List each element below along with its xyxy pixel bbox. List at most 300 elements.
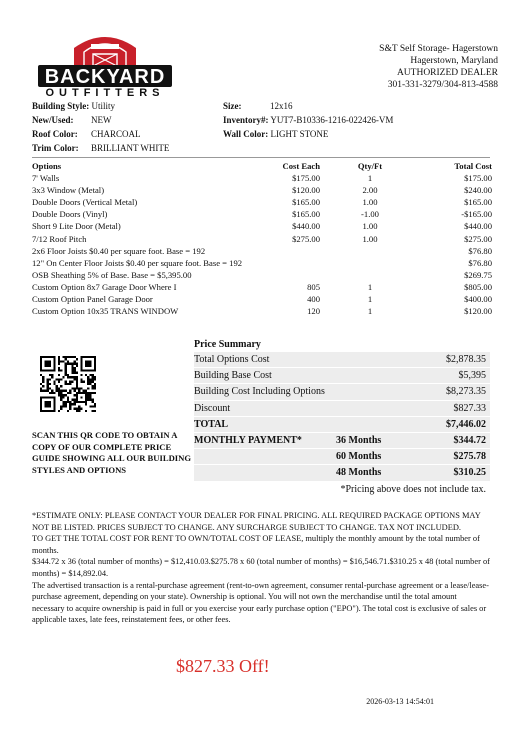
option-qty: 1 <box>367 281 373 292</box>
qr-module <box>53 383 55 385</box>
qr-module <box>83 390 85 392</box>
options-header <box>32 160 492 172</box>
qr-module <box>92 374 94 376</box>
option-total: -$165.00 <box>461 209 492 220</box>
qr-module <box>92 385 94 387</box>
qr-module <box>60 405 62 407</box>
option-row <box>32 305 492 317</box>
qr-module <box>67 392 69 394</box>
qr-module <box>65 383 67 385</box>
wall-value: LIGHT STONE <box>270 129 329 139</box>
dealer-status: AUTHORIZED DEALER <box>396 68 498 78</box>
qr-module <box>69 381 71 383</box>
option-row <box>32 220 492 232</box>
qr-module <box>87 381 89 383</box>
qr-module <box>87 387 89 389</box>
qr-module <box>60 399 62 401</box>
qr-align <box>80 396 82 398</box>
qr-module <box>60 394 62 396</box>
qr-finder <box>85 360 92 367</box>
option-row <box>32 269 492 281</box>
qr-module <box>92 381 94 383</box>
qr-module <box>62 403 64 405</box>
qr-module <box>92 401 94 403</box>
qr-module <box>87 378 89 380</box>
monthly-48-row <box>194 465 490 481</box>
qr-module <box>94 385 96 387</box>
total-options-value: $2,878.35 <box>446 354 486 365</box>
option-name: 7/12 Roof Pitch <box>32 233 87 244</box>
qr-module <box>69 408 71 410</box>
qr-module <box>76 385 78 387</box>
qr-module <box>74 372 76 374</box>
incl-cost-label: Building Cost Including Options <box>194 386 325 398</box>
option-total: $76.80 <box>468 245 492 256</box>
qr-module <box>42 381 44 383</box>
qr-module <box>65 381 67 383</box>
qr-module <box>71 399 73 401</box>
option-cost-each: 805 <box>307 281 320 292</box>
promo-discount: $827.33 Off! <box>176 656 270 676</box>
qr-module <box>76 358 78 360</box>
qr-module <box>65 394 67 396</box>
qr-module <box>76 381 78 383</box>
qr-module <box>83 381 85 383</box>
qr-module <box>71 387 73 389</box>
qr-module <box>58 387 60 389</box>
qr-module <box>89 383 91 385</box>
base-cost-value: $5,395 <box>458 370 486 382</box>
qr-module <box>65 390 67 392</box>
option-qty: 1.00 <box>362 221 378 232</box>
qr-module <box>58 363 60 365</box>
backyard-outfitters-logo <box>32 32 178 100</box>
qr-module <box>74 394 76 396</box>
qr-module <box>71 381 73 383</box>
qr-module <box>49 387 51 389</box>
qr-module <box>51 392 53 394</box>
qr-module <box>85 390 87 392</box>
option-row <box>32 172 492 184</box>
option-cost-each: $175.00 <box>292 173 320 184</box>
discount-label: Discount <box>194 402 231 414</box>
qr-module <box>56 390 58 392</box>
qr-module <box>74 403 76 405</box>
divider <box>32 157 490 158</box>
qr-module <box>44 390 46 392</box>
qr-module <box>76 372 78 374</box>
disclaimer-calc: $344.72 x 36 (total number of months) = $12,410.03.$275.78 x 60 (total number of months) = $16,546.71.$310.25 x 48 (total number of months) = $14,892.04. <box>32 557 490 578</box>
qr-module <box>74 360 76 362</box>
qr-module <box>42 390 44 392</box>
qr-module <box>67 374 69 376</box>
option-qty: 2.00 <box>362 185 378 196</box>
qr-module <box>89 381 91 383</box>
qr-module <box>92 392 94 394</box>
m36-label: 36 Months <box>336 434 382 446</box>
qr-module <box>80 408 82 410</box>
option-total: $440.00 <box>464 221 492 232</box>
disclaimer-rto: TO GET THE TOTAL COST FOR RENT TO OWN/TOTAL COST OF LEASE, multiply the monthly amount by the total number of months. <box>32 534 480 555</box>
qr-module <box>67 410 69 412</box>
qr-module <box>94 403 96 405</box>
total-options-label: Total Options Cost <box>194 354 270 365</box>
qr-module <box>60 360 62 362</box>
qr-module <box>60 369 62 371</box>
qr-module <box>62 401 64 403</box>
option-cost-each: 400 <box>307 294 320 305</box>
m48-value: $310.25 <box>453 467 486 479</box>
qr-module <box>80 381 82 383</box>
monthly-60-row <box>194 449 490 465</box>
dealer-location: Hagerstown, Maryland <box>410 56 498 66</box>
qr-module <box>87 394 89 396</box>
qr-module <box>78 408 80 410</box>
qr-module <box>76 363 78 365</box>
qr-module <box>85 403 87 405</box>
qr-module <box>58 410 60 412</box>
qr-module <box>65 369 67 371</box>
qr-module <box>65 372 67 374</box>
qr-module <box>60 408 62 410</box>
option-qty: 1 <box>367 294 373 305</box>
option-row <box>32 281 492 293</box>
header-options: Options <box>32 161 62 171</box>
option-name: 2x6 Floor Joists $0.40 per square foot. Base = 192 <box>32 245 206 256</box>
qr-module <box>56 385 58 387</box>
logo-subtitle: OUTFITTERS <box>45 87 165 99</box>
qr-module <box>58 358 60 360</box>
dealer-name: S&T Self Storage- Hagerstown <box>379 44 498 54</box>
tax-note-row <box>194 482 490 498</box>
option-total: $165.00 <box>464 197 492 208</box>
qr-module <box>92 376 94 378</box>
disclaimer-legal: The advertised transaction is a rental-purchase agreement (rent-to-own agreement, consumer rental-purchase agreement or a lease/lease-purchase agreement, depending on your state). Ownership is optional. You will not own the merchandise until the total amount necessary to acquire ownership is paid in full or you exercise your early purchase option ("EPO"). The total cost is exclusive of sales or applicable taxes, late fees, reinstatement fees, or other fees. <box>32 580 489 625</box>
qr-module <box>62 390 64 392</box>
discount-row <box>194 401 490 417</box>
roof-label: Roof Color: <box>32 129 78 139</box>
qr-module <box>78 410 80 412</box>
option-qty: -1.00 <box>361 209 379 220</box>
qr-module <box>74 390 76 392</box>
qr-module <box>69 363 71 365</box>
qr-module <box>71 365 73 367</box>
qr-module <box>71 363 73 365</box>
qr-caption: SCAN THIS QR CODE TO OBTAIN A COPY OF OUR COMPLETE PRICE GUIDE SHOWING ALL OUR BUILDING STYLES AND OPTIONS <box>32 430 192 475</box>
options-table <box>32 160 492 317</box>
qr-module <box>47 390 49 392</box>
qr-module <box>76 376 78 378</box>
qr-module <box>49 374 51 376</box>
qr-module <box>62 376 64 378</box>
qr-module <box>56 387 58 389</box>
newused-value: NEW <box>91 115 112 125</box>
qr-module <box>69 392 71 394</box>
qr-module <box>89 394 91 396</box>
disclaimer-estimate: *ESTIMATE ONLY: PLEASE CONTACT YOUR DEALER FOR FINAL PRICING. ALL REQUIRED PACKAGE OPTIONS MAY NOT BE LISTED. PRICES SUBJECT TO CHANGE. ANY SURCHARGE SUBJECT TO CHANGE. TAX NOT INCLUDED. <box>32 511 481 532</box>
qr-module <box>67 401 69 403</box>
qr-module <box>78 405 80 407</box>
qr-module <box>89 405 91 407</box>
option-total: $240.00 <box>464 185 492 196</box>
option-name: Double Doors (Vertical Metal) <box>32 197 138 208</box>
qr-module <box>47 387 49 389</box>
qr-module <box>60 385 62 387</box>
option-name: Custom Option 8x7 Garage Door Where I <box>32 281 177 292</box>
qr-module <box>65 356 67 358</box>
qr-module <box>76 410 78 412</box>
option-name: Short 9 Lite Door (Metal) <box>32 221 121 232</box>
qr-module <box>65 365 67 367</box>
qr-module <box>74 367 76 369</box>
qr-module <box>71 367 73 369</box>
qr-module <box>67 383 69 385</box>
qr-module <box>80 387 82 389</box>
qr-module <box>71 372 73 374</box>
qr-module <box>94 387 96 389</box>
qr-module <box>47 378 49 380</box>
m36-value: $344.72 <box>453 434 486 446</box>
dealer-info <box>379 43 498 91</box>
timestamp: 2026-03-13 14:54:01 <box>366 697 434 706</box>
qr-module <box>58 367 60 369</box>
qr-module <box>71 403 73 405</box>
style-label: Building Style: <box>32 101 90 111</box>
qr-module <box>74 356 76 358</box>
qr-module <box>92 387 94 389</box>
qr-module <box>74 376 76 378</box>
size-label: Size: <box>223 101 242 111</box>
qr-module <box>58 381 60 383</box>
qr-module <box>58 392 60 394</box>
qr-module <box>56 378 58 380</box>
option-cost-each: $440.00 <box>292 221 320 232</box>
price-summary <box>194 338 490 498</box>
dealer-phone: 301-331-3279/304-813-4588 <box>387 80 498 90</box>
option-name: Custom Option 10x35 TRANS WINDOW <box>32 306 179 317</box>
qr-module <box>76 378 78 380</box>
option-cost-each: $120.00 <box>292 185 320 196</box>
style-value: Utility <box>91 101 116 111</box>
qr-module <box>58 390 60 392</box>
discount-value: $827.33 <box>453 402 486 414</box>
qr-module <box>74 408 76 410</box>
trim-value: BRILLIANT WHITE <box>91 143 170 153</box>
qr-module <box>71 376 73 378</box>
price-summary-title: Price Summary <box>194 339 261 350</box>
qr-module <box>62 394 64 396</box>
qr-module <box>47 381 49 383</box>
qr-module <box>42 378 44 380</box>
qr-module <box>69 405 71 407</box>
qr-module <box>74 363 76 365</box>
logo-wordmark: BACKYARD <box>44 66 166 88</box>
qr-module <box>92 405 94 407</box>
qr-module <box>87 399 89 401</box>
m48-label: 48 Months <box>336 467 382 479</box>
qr-module <box>92 410 94 412</box>
header-cost-each: Cost Each <box>282 161 320 171</box>
qr-module <box>89 399 91 401</box>
qr-module <box>69 390 71 392</box>
qr-module <box>87 392 89 394</box>
qr-module <box>65 403 67 405</box>
qr-module <box>74 369 76 371</box>
header-total-cost: Total Cost <box>454 161 492 171</box>
qr-module <box>76 408 78 410</box>
qr-module <box>69 356 71 358</box>
qr-module <box>94 376 96 378</box>
qr-module <box>87 376 89 378</box>
qr-module <box>67 396 69 398</box>
qr-module <box>58 378 60 380</box>
qr-module <box>76 365 78 367</box>
qr-module <box>69 403 71 405</box>
qr-module <box>74 387 76 389</box>
qr-module <box>78 387 80 389</box>
qr-module <box>85 410 87 412</box>
qr-module <box>87 396 89 398</box>
qr-module <box>60 392 62 394</box>
qr-module <box>69 376 71 378</box>
qr-module <box>40 374 42 376</box>
qr-module <box>42 385 44 387</box>
option-total: $805.00 <box>464 281 492 292</box>
qr-module <box>58 369 60 371</box>
qr-module <box>58 394 60 396</box>
option-name: OSB Sheathing 5% of Base. Base = $5,395.00 <box>32 269 192 280</box>
option-name: Double Doors (Vinyl) <box>32 209 108 220</box>
total-label: TOTAL <box>194 418 229 430</box>
qr-module <box>67 399 69 401</box>
inventory-value: YUT7-B10336-1216-022426-VM <box>270 115 394 125</box>
incl-cost-row <box>194 384 490 400</box>
base-cost-row <box>194 368 490 384</box>
option-total: $175.00 <box>464 173 492 184</box>
qr-module <box>67 356 69 358</box>
qr-module <box>65 367 67 369</box>
option-total: $400.00 <box>464 294 492 305</box>
roof-value: CHARCOAL <box>91 129 141 139</box>
qr-code[interactable] <box>40 356 96 412</box>
qr-module <box>71 356 73 358</box>
base-cost-label: Building Base Cost <box>194 370 272 382</box>
qr-module <box>49 378 51 380</box>
qr-module <box>62 356 64 358</box>
qr-module <box>94 392 96 394</box>
monthly-payment-label: MONTHLY PAYMENT* <box>194 434 302 446</box>
qr-module <box>89 392 91 394</box>
qr-module <box>78 390 80 392</box>
qr-module <box>51 390 53 392</box>
option-qty: 1.00 <box>362 233 378 244</box>
qr-finder <box>44 401 51 408</box>
qr-module <box>65 401 67 403</box>
option-row <box>32 257 492 269</box>
qr-module <box>94 410 96 412</box>
option-row <box>32 245 492 257</box>
option-row <box>32 293 492 305</box>
option-name: 12" On Center Floor Joists $0.40 per square foot. Base = 192 <box>32 257 243 268</box>
qr-module <box>94 378 96 380</box>
qr-module <box>58 360 60 362</box>
qr-module <box>74 378 76 380</box>
qr-module <box>80 374 82 376</box>
qr-module <box>60 378 62 380</box>
option-row <box>32 196 492 208</box>
qr-module <box>74 399 76 401</box>
option-name: 7' Walls <box>32 173 60 184</box>
m60-value: $275.78 <box>453 451 486 463</box>
qr-module <box>53 381 55 383</box>
option-total: $120.00 <box>464 306 492 317</box>
qr-module <box>58 356 60 358</box>
qr-module <box>89 374 91 376</box>
qr-module <box>49 383 51 385</box>
qr-module <box>87 383 89 385</box>
qr-module <box>62 360 64 362</box>
total-options-row <box>194 352 490 368</box>
option-cost-each: $165.00 <box>292 197 320 208</box>
qr-finder <box>44 360 51 367</box>
qr-module <box>67 376 69 378</box>
option-qty: 1 <box>367 173 373 184</box>
qr-module <box>42 376 44 378</box>
total-value: $7,446.02 <box>446 418 486 430</box>
option-row <box>32 184 492 196</box>
qr-module <box>60 390 62 392</box>
m60-label: 60 Months <box>336 451 382 463</box>
qr-module <box>47 383 49 385</box>
qr-module <box>51 374 53 376</box>
option-name: Custom Option Panel Garage Door <box>32 294 153 305</box>
qr-module <box>71 369 73 371</box>
qr-module <box>65 374 67 376</box>
size-value: 12x16 <box>270 101 293 111</box>
qr-module <box>65 405 67 407</box>
total-row <box>194 417 490 433</box>
option-cost-each: $165.00 <box>292 209 320 220</box>
monthly-36-row <box>194 433 490 449</box>
newused-label: New/Used: <box>32 115 74 125</box>
qr-module <box>65 363 67 365</box>
options-rows <box>32 172 492 317</box>
inventory-label: Inventory#: <box>223 115 269 125</box>
qr-module <box>49 392 51 394</box>
option-cost-each: $275.00 <box>292 233 320 244</box>
qr-module <box>47 385 49 387</box>
qr-module <box>67 363 69 365</box>
incl-cost-value: $8,273.35 <box>446 386 486 398</box>
option-qty: 1 <box>367 306 373 317</box>
header-qty: Qty/Ft <box>357 161 383 171</box>
option-total: $269.75 <box>464 269 492 280</box>
qr-module <box>85 374 87 376</box>
qr-module <box>80 378 82 380</box>
qr-module <box>62 405 64 407</box>
option-cost-each: 120 <box>307 306 320 317</box>
qr-module <box>74 401 76 403</box>
qr-module <box>89 378 91 380</box>
qr-module <box>40 383 42 385</box>
trim-label: Trim Color: <box>32 143 79 153</box>
option-qty: 1.00 <box>362 197 378 208</box>
option-row <box>32 208 492 220</box>
qr-module <box>60 396 62 398</box>
qr-module <box>51 376 53 378</box>
qr-module <box>67 360 69 362</box>
qr-module <box>69 401 71 403</box>
